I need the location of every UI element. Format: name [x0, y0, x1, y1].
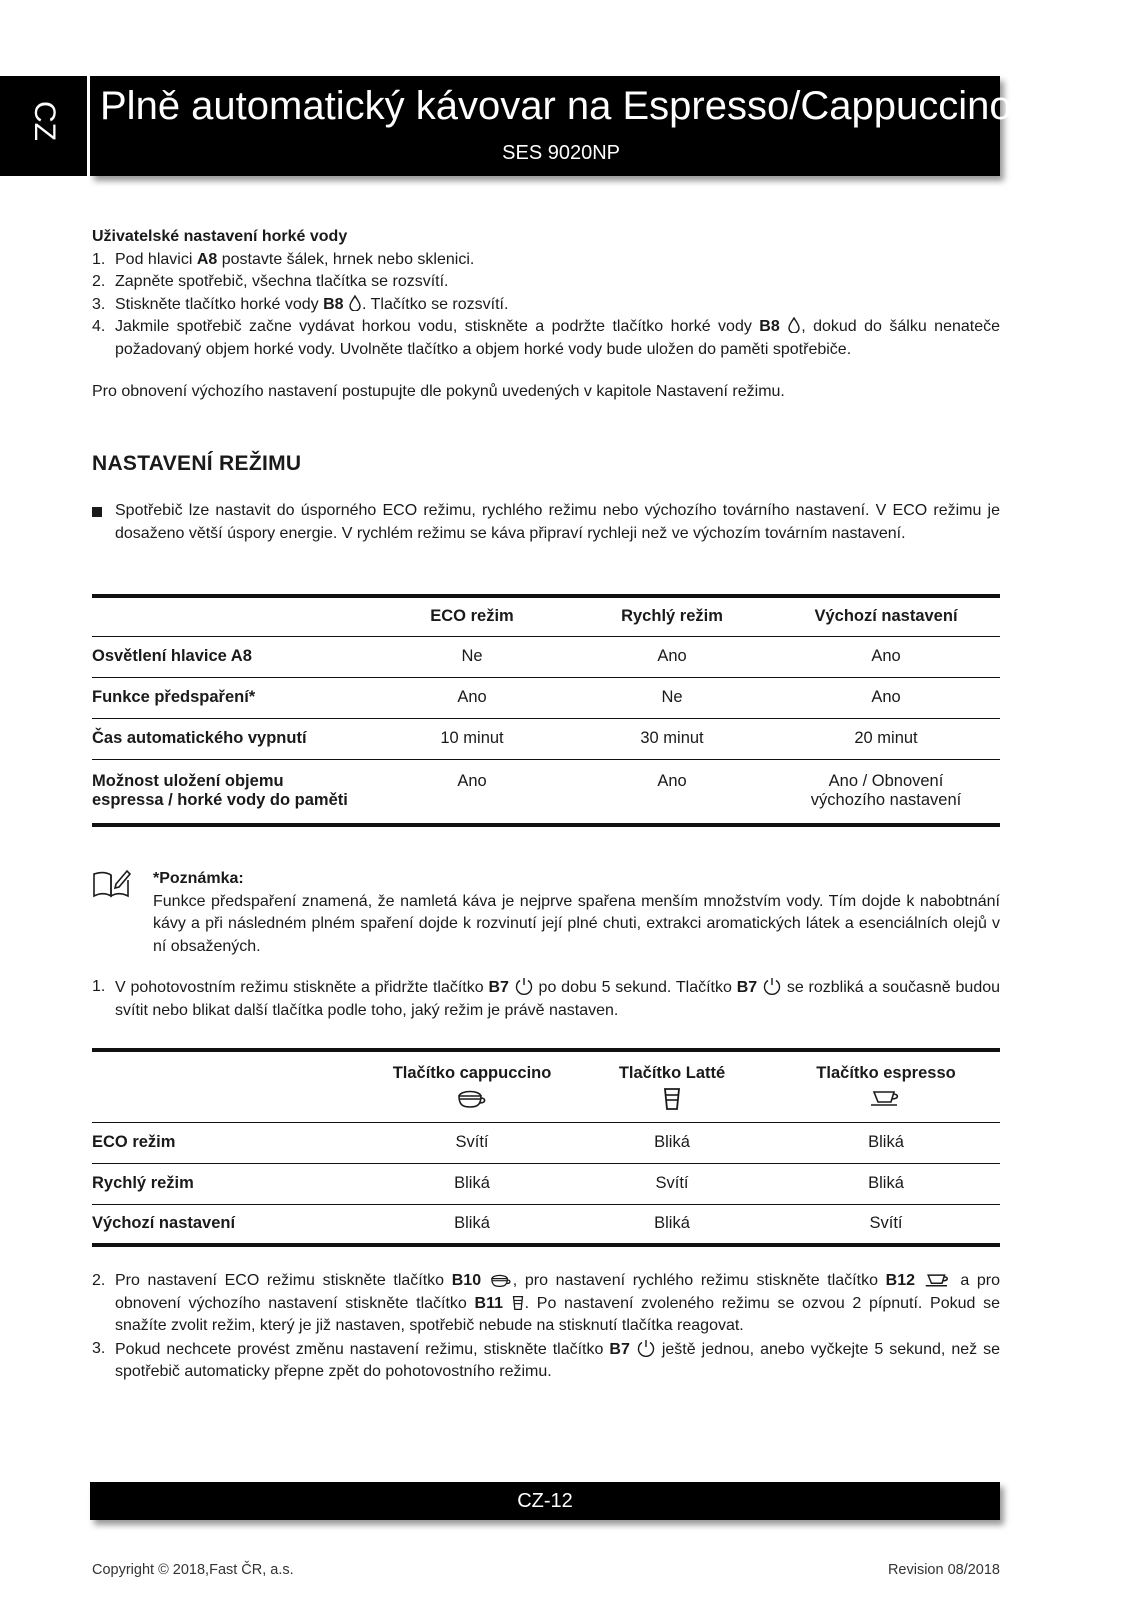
header-label: Tlačítko cappuccino [392, 1064, 552, 1082]
step-text: se rozbliká a současně budou svítit nebo blikat další tlačítka podle toho, jaký režim je právě nastaven. [115, 979, 1001, 1019]
power-icon [636, 1338, 656, 1358]
row-label: Funkce předspaření* [92, 688, 256, 706]
row-label: Výchozí nastavení [92, 1214, 236, 1233]
step-number: 3. [92, 1339, 106, 1357]
mode-bullet [92, 500, 1000, 545]
list-item [92, 1338, 1000, 1384]
table-header-row [92, 596, 1000, 636]
step-number: 2. [92, 1272, 106, 1289]
hot-water-steps [92, 249, 1000, 362]
table-header-row [92, 1050, 1000, 1122]
row-label: ECO režim [92, 1133, 176, 1151]
table-cell: Svítí [869, 1214, 903, 1233]
step-number: 1. [92, 250, 106, 268]
table-cell: Ano [657, 647, 687, 665]
mode-steps-list [92, 1270, 1000, 1384]
table-header-espresso [772, 1050, 1000, 1122]
table-row [92, 1163, 1000, 1204]
table-cell: Bliká [454, 1174, 490, 1192]
step-text-block [115, 976, 1000, 1022]
table-cell: Ano [657, 771, 687, 790]
hot-water-section [92, 226, 1000, 404]
table-row [92, 677, 1000, 718]
table-row [92, 636, 1000, 677]
button-ref: B7 [488, 979, 509, 996]
table-cell: 10 minut [440, 729, 504, 747]
table-header-latte [572, 1050, 772, 1122]
note-box [153, 868, 1000, 958]
table-cell: Bliká [654, 1133, 690, 1151]
language-tab [0, 76, 87, 176]
table-cell: Ano [457, 688, 487, 706]
mode-comparison-table [92, 594, 1000, 827]
table-cell: Ano [457, 771, 487, 790]
espresso-cup-icon [869, 1087, 903, 1109]
section-title: NASTAVENÍ REŽIMU [92, 452, 302, 475]
table-cell: Bliká [868, 1174, 904, 1192]
table-header: ECO režim [430, 607, 514, 626]
cell-line: výchozího nastavení [810, 790, 962, 809]
table-header: Výchozí nastavení [814, 607, 958, 626]
cappuccino-cup-icon [489, 1271, 513, 1289]
table-cell: 30 minut [640, 729, 704, 747]
revision-text: Revision 08/2018 [887, 1562, 1000, 1578]
button-ref: B12 [885, 1272, 915, 1289]
latte-glass-icon [511, 1294, 525, 1312]
note-title: *Poznámka: [153, 870, 244, 887]
row-label-line: espressa / horké vody do paměti [92, 790, 348, 809]
latte-glass-icon [661, 1087, 683, 1111]
row-label [92, 759, 372, 825]
hot-water-heading: Uživatelské nastavení horké vody [92, 228, 348, 245]
step-text: a pro obnovení výchozího nastavení stiskněte tlačítko [115, 1272, 1001, 1312]
list-item [92, 316, 1000, 361]
table-header [92, 596, 372, 636]
mode-step-1 [92, 976, 1000, 1022]
table-row [92, 759, 1000, 825]
button-status-table [92, 1048, 1000, 1247]
cappuccino-cup-icon [455, 1087, 489, 1109]
table-header-cappuccino [372, 1050, 572, 1122]
table-cell: Ano [871, 688, 901, 706]
step-text: Zapněte spotřebič, všechna tlačítka se rozsvítí. [115, 273, 449, 290]
page-title: Plně automatický kávovar na Espresso/Cappuccino [100, 84, 1012, 128]
step-text: . Tlačítko se rozsvítí. [362, 295, 509, 313]
table-cell: Bliká [454, 1214, 490, 1233]
button-ref: B8 [323, 295, 344, 313]
header-label: Tlačítko Latté [618, 1064, 726, 1082]
step-text: po dobu 5 sekund. Tlačítko [533, 979, 737, 996]
water-drop-icon [787, 317, 801, 333]
list-item [92, 249, 1000, 272]
button-ref: B11 [474, 1294, 503, 1312]
step-text: , pro nastavení rychlého režimu stiskněte tlačítko [512, 1272, 886, 1289]
step-text: . Po nastavení zvoleného režimu se ozvou 2 pípnutí. Pokud se snažíte zvolit režim, který je již nastaven, spotřebič nebude na stisknutí tlačítka reagovat. [115, 1294, 1001, 1334]
step-text: Pod hlavici [115, 250, 197, 268]
reset-note: Pro obnovení výchozího nastavení postupujte dle pokynů uvedených v kapitole Nastavení režimu. [92, 383, 785, 400]
water-drop-icon [348, 295, 362, 311]
table-header: Rychlý režim [621, 607, 723, 626]
step-text: V pohotovostním režimu stiskněte a přidržte tlačítko [115, 979, 489, 996]
table-cell: Bliká [654, 1214, 690, 1233]
button-ref: B10 [451, 1272, 482, 1289]
step-text: , dokud do šálku nenateče požadovaný objem horké vody. Uvolněte tlačítko a objem horké vody bude uložen do paměti spotřebiče. [115, 318, 1001, 358]
button-ref: B7 [609, 1340, 630, 1358]
copyright-text: Copyright © 2018,Fast ČR, a.s. [92, 1562, 294, 1578]
table-row [92, 718, 1000, 759]
list-item [92, 294, 1000, 317]
step-text: Stiskněte tlačítko horké vody [115, 295, 324, 313]
row-label: Osvětlení hlavice A8 [92, 647, 252, 665]
table-cell: Svítí [455, 1133, 489, 1151]
list-item [92, 271, 1000, 294]
page-footer-bar [90, 1482, 1000, 1520]
header-label: Tlačítko espresso [816, 1064, 956, 1082]
table-cell: Bliká [868, 1133, 904, 1151]
button-ref: B7 [736, 979, 758, 996]
step-number: 4. [92, 318, 106, 335]
table-cell: 20 minut [854, 729, 918, 747]
step-number: 2. [92, 273, 106, 290]
table-cell: Svítí [655, 1174, 689, 1192]
bullet-square [92, 507, 102, 517]
list-item [92, 1270, 1000, 1338]
row-label: Čas automatického vypnutí [92, 729, 307, 747]
bullet-text: Spotřebič lze nastavit do úsporného ECO režimu, rychlého režimu nebo výchozího továrního nastavení. V ECO režimu je dosaženo větší úspory energie. V rychlém režimu se káva připraví rychleji než ve výchozím továrním nastavení. [115, 502, 1000, 542]
row-label: Rychlý režim [92, 1174, 194, 1192]
mode-steps-2-3 [92, 1270, 1000, 1384]
language-code: CZ [28, 101, 61, 141]
row-label-line: Možnost uložení objemu [92, 771, 284, 790]
step-text: postavte šálek, hrnek nebo sklenici. [217, 250, 475, 268]
table-row [92, 1204, 1000, 1245]
table-cell: Ne [661, 688, 683, 706]
power-icon [514, 976, 534, 996]
step-text: Pokud nechcete provést změnu nastavení režimu, stiskněte tlačítko [115, 1340, 610, 1358]
open-book-note-icon [92, 868, 132, 900]
page-header [90, 76, 1012, 176]
step-text: ještě jednou, anebo vyčkejte 5 sekund, než se spotřebič automaticky přepne zpět do pohotovostního režimu. [115, 1340, 1001, 1380]
table-row [92, 1122, 1000, 1163]
step-number: 1. [92, 978, 106, 995]
power-icon [762, 976, 782, 996]
table-cell [772, 759, 1000, 825]
cell-line: Ano / Obnovení [828, 771, 944, 790]
espresso-cup-icon [923, 1271, 953, 1289]
table-header [92, 1050, 372, 1122]
note-text: Funkce předspaření znamená, že namletá káva je nejprve spařena menším množstvím vody. Tím dojde k nabobtnání kávy a při následném plném spaření dojde k rozvinutí její plné chuti, extrakci aromatických látek a esenciálních olejů v ní obsažených. [153, 892, 1000, 955]
step-text: Jakmile spotřebič začne vydávat horkou vodu, stiskněte a podržte tlačítko horké vody [115, 318, 760, 335]
page-number: CZ-12 [517, 1490, 573, 1512]
step-number: 3. [92, 295, 106, 313]
step-text: Pro nastavení ECO režimu stiskněte tlačítko [115, 1272, 452, 1289]
button-ref: A8 [196, 250, 218, 268]
model-number: SES 9020NP [502, 142, 620, 164]
table-cell: Ano [871, 647, 901, 665]
button-ref: B8 [759, 318, 780, 335]
table-cell: Ne [461, 647, 483, 665]
